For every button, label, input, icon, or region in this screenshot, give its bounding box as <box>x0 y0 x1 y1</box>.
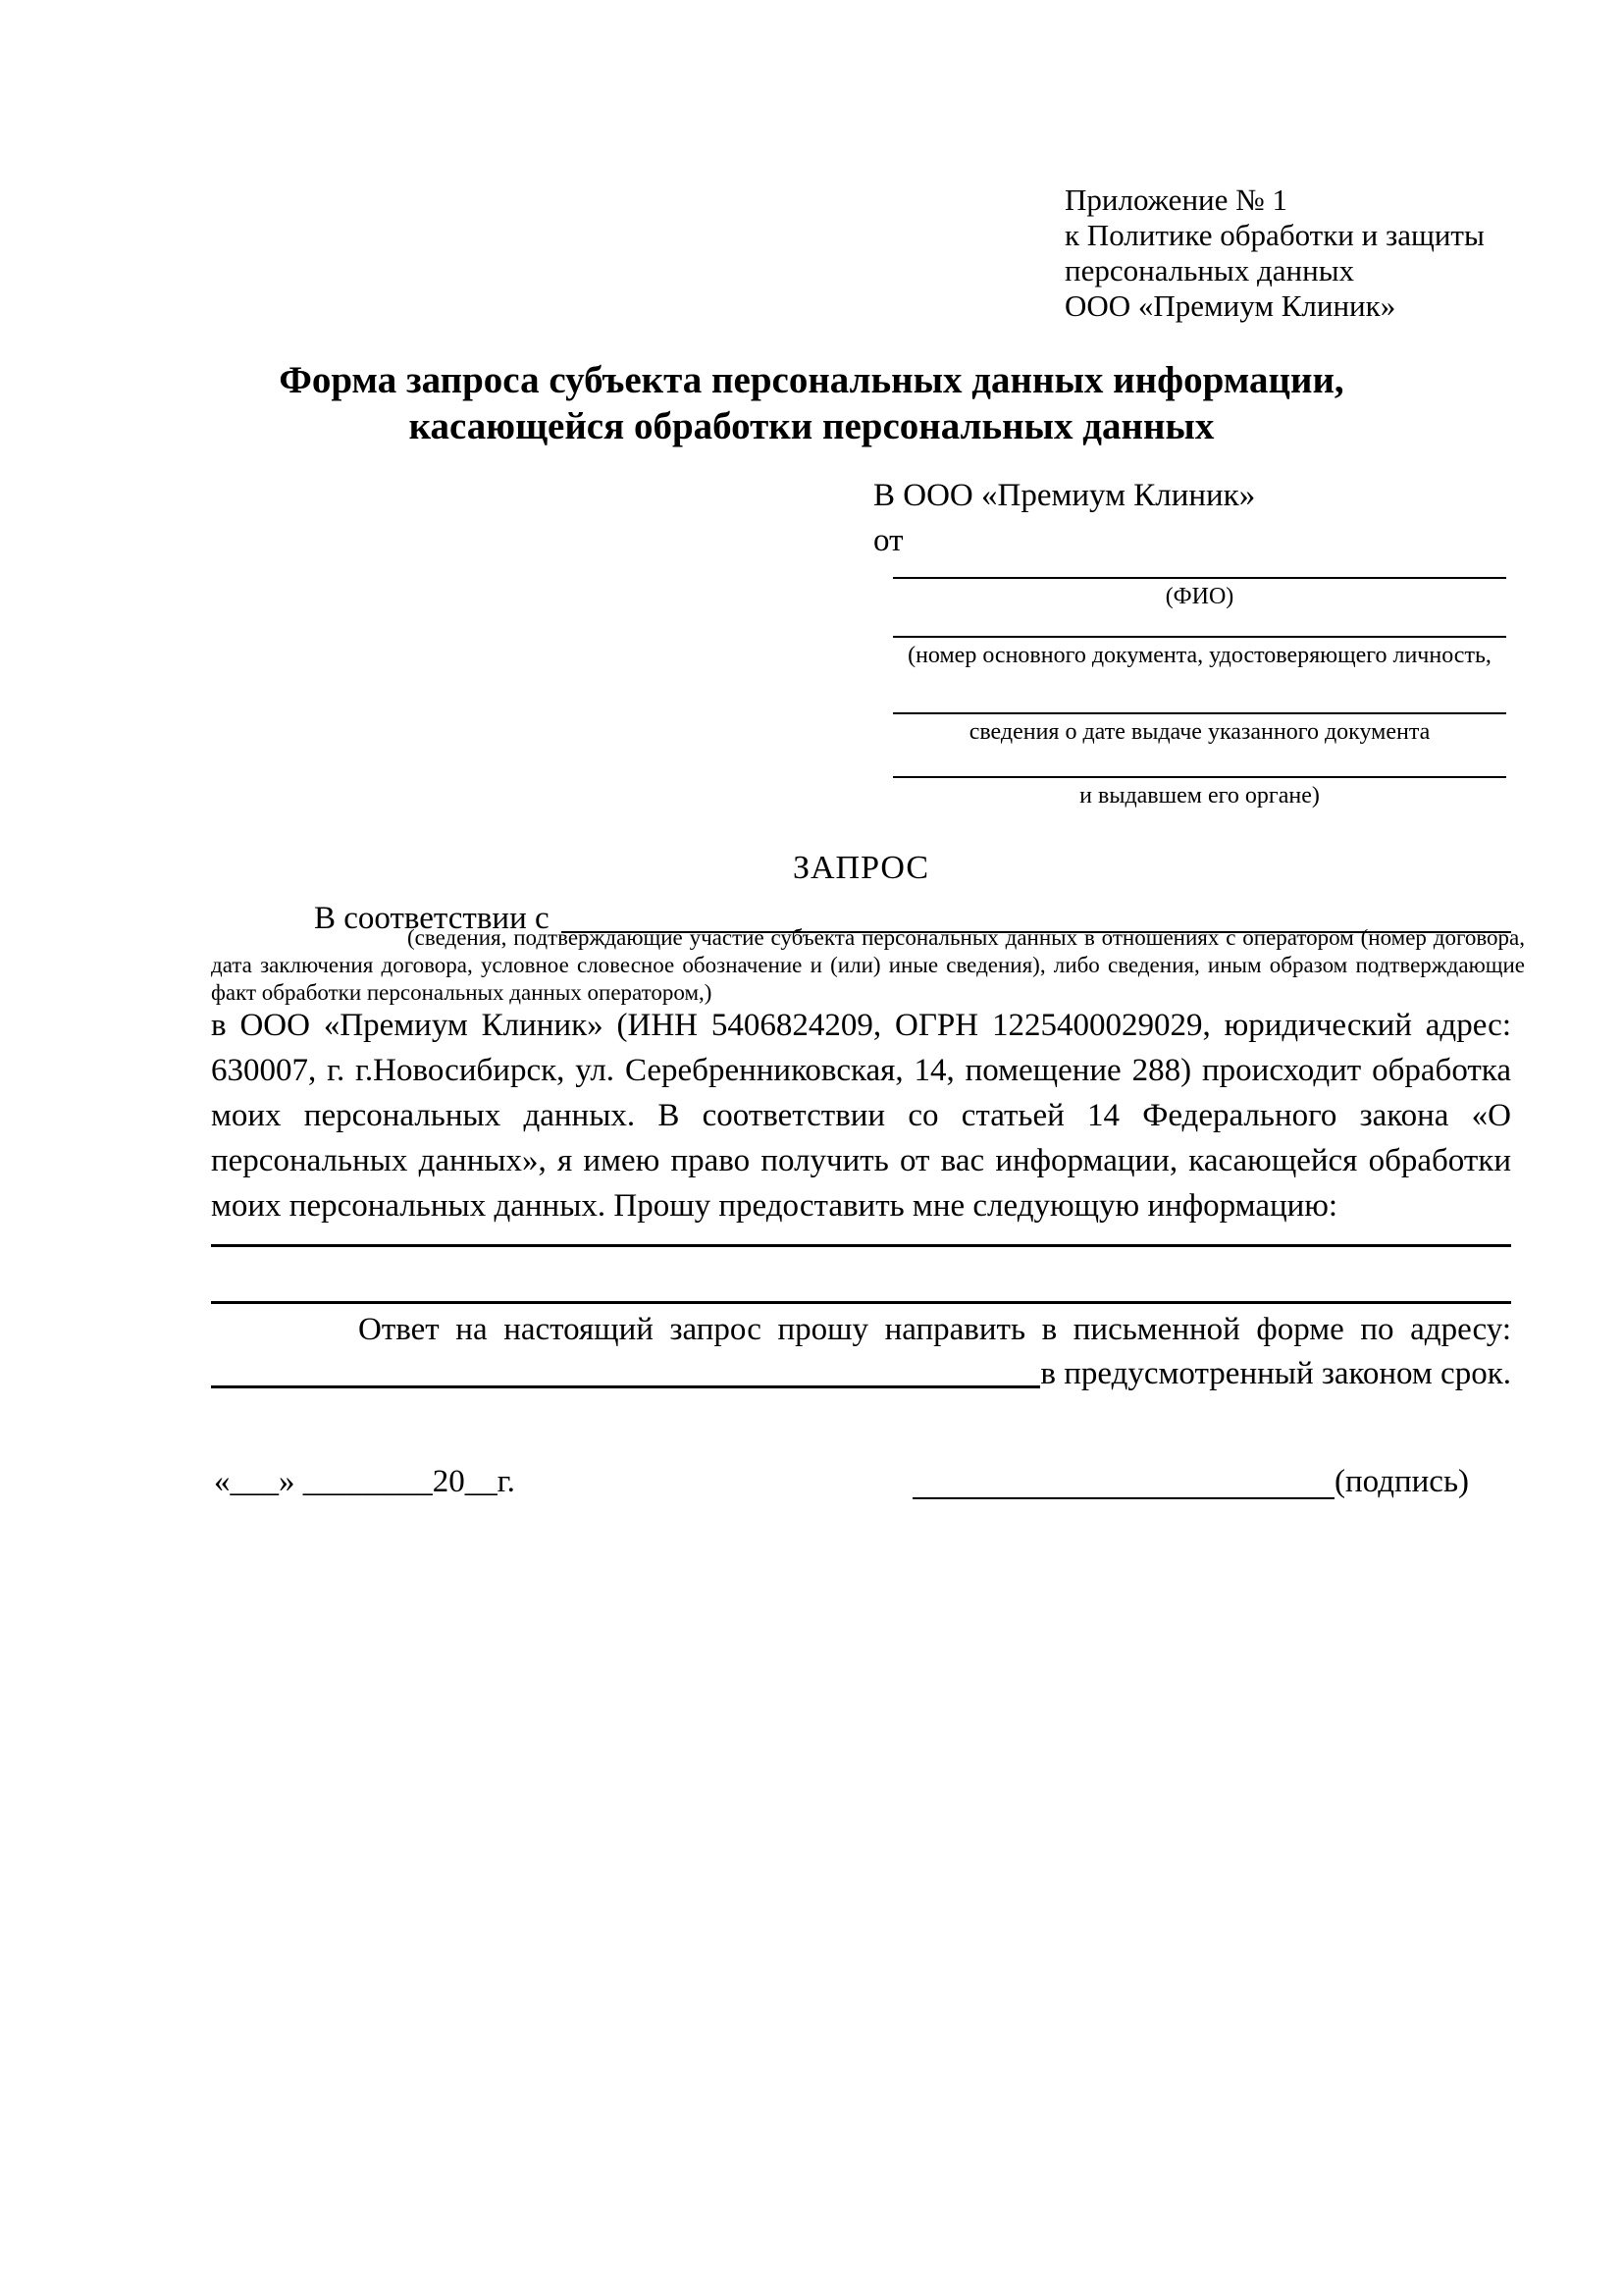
appendix-header-line: персональных данных <box>1065 253 1355 287</box>
signature-caption: (подпись) <box>1335 1464 1469 1499</box>
signature-blank-line <box>913 1497 1335 1499</box>
request-body-paragraph: в ООО «Премиум Клиник» (ИНН 5406824209, ОГРН 1225400029029, юридический адрес: 630007, г. г.Новосибирск, ул. Серебренниковская, 14, помещение 288) происходит обработка моих персональных данных. В соответствии со статьей 14 Федерального закона «О персональных данных», я имею право получить от вас информации, касающейся обработки моих персональных данных. Прошу предоставить мне следующую информацию: <box>211 1008 1511 1224</box>
issuing-authority-caption: и выдавшем его органе) <box>1079 783 1320 809</box>
appendix-header-line: ООО «Премиум Клиник» <box>1065 288 1396 323</box>
issue-date-caption: сведения о дате выдаче указанного документа <box>969 719 1431 745</box>
reply-suffix-text: в предусмотренный законом срок. <box>1040 1356 1511 1391</box>
reply-address-blank-line <box>211 1352 1040 1388</box>
fine-print-note: (сведения, подтверждающие участие субъекта персональных данных в отношениях с оператором (номер договора, дата заключения договора, условное словесное обозначение и (или) иные сведения), либо сведения, иным образом подтверждающие факт обработки персональных данных оператором,) <box>211 925 1525 1005</box>
addressee-organization: В ООО «Премиум Клиник» <box>873 478 1256 513</box>
information-blank-line-2 <box>211 1301 1511 1304</box>
issuing-authority-blank-line <box>893 776 1506 778</box>
document-number-blank-line <box>893 636 1506 638</box>
appendix-header-line: Приложение № 1 <box>1065 183 1287 217</box>
addressee-from-label: от <box>873 523 904 558</box>
fio-blank-line <box>893 577 1506 579</box>
document-title <box>157 357 1466 449</box>
document-title-line: Форма запроса субъекта персональных данных информации, <box>279 359 1344 401</box>
issue-date-blank-line <box>893 712 1506 714</box>
fio-caption: (ФИО) <box>1165 584 1234 609</box>
appendix-header <box>1065 183 1485 324</box>
information-blank-line-1 <box>211 1244 1511 1247</box>
request-heading: ЗАПРОС <box>792 850 930 886</box>
reply-address-row <box>211 1352 1511 1395</box>
document-number-caption: (номер основного документа, удостоверяющего личность, <box>908 643 1492 668</box>
appendix-header-line: к Политике обработки и защиты <box>1065 218 1485 252</box>
accordance-prefix: В соответствии с <box>314 901 550 936</box>
addressee-block <box>873 473 1255 563</box>
document-title-line: касающейся обработки персональных данных <box>408 405 1215 447</box>
reply-request-paragraph: Ответ на настоящий запрос прошу направить в письменной форме по адресу: <box>358 1312 1511 1347</box>
date-blank-line: «___» ________20__г. <box>214 1464 515 1499</box>
